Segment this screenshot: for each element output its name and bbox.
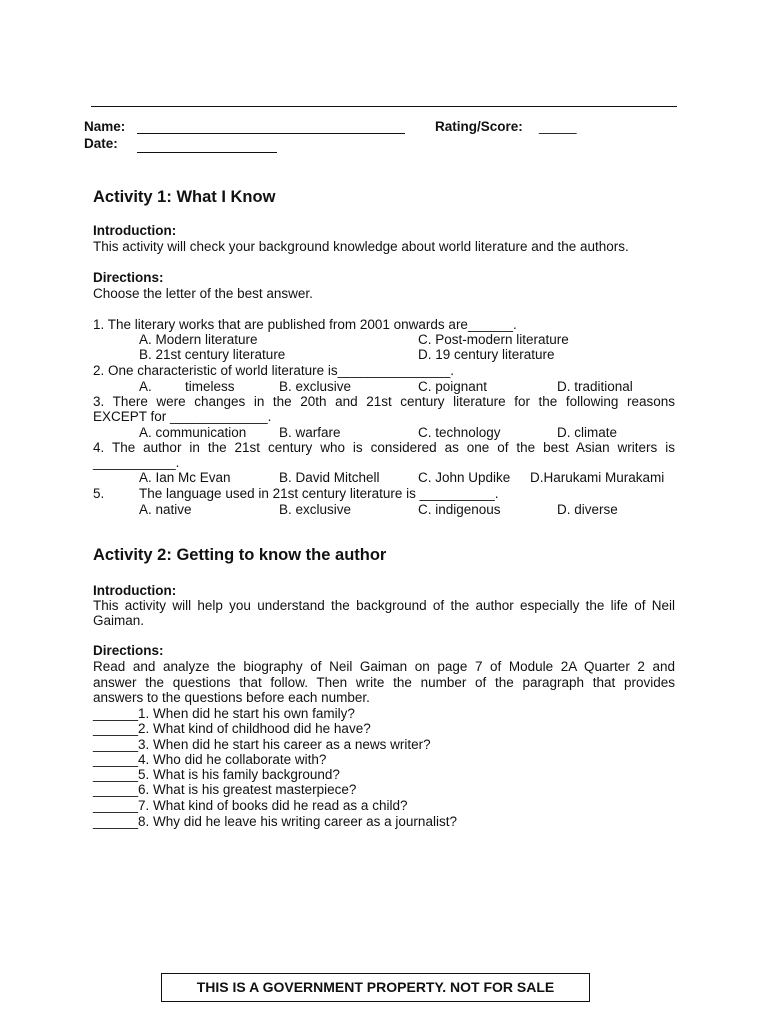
- q1-option-d: D. 19 century literature: [418, 347, 555, 362]
- activity2-question-3[interactable]: ______3. When did he start his career as a news writer?: [93, 737, 431, 752]
- activity2-intro-label: Introduction:: [93, 583, 177, 598]
- q3-option-d: D. climate: [557, 425, 618, 440]
- q2-option-d: D. traditional: [557, 379, 633, 394]
- date-field-line[interactable]: [137, 152, 277, 153]
- activity2-question-1[interactable]: ______1. When did he start his own family?: [93, 706, 355, 721]
- activity2-question-7[interactable]: ______7. What kind of books did he read as a child?: [93, 798, 408, 813]
- activity2-directions-line3: answers to the questions before each number.: [93, 690, 370, 705]
- footer-notice: [161, 973, 590, 1002]
- q2-text: 2. One characteristic of world literature is_______________.: [93, 363, 454, 378]
- q1-text: 1. The literary works that are published from 2001 onwards are______.: [93, 317, 517, 332]
- q3-text-line2: EXCEPT for _____________.: [93, 409, 272, 424]
- activity2-question-8[interactable]: ______8. Why did he leave his writing career as a journalist?: [93, 814, 457, 829]
- name-field-line[interactable]: [137, 133, 405, 134]
- q2-option-a-letter: A.: [139, 379, 152, 394]
- activity2-question-4[interactable]: ______4. Who did he collaborate with?: [93, 752, 327, 767]
- date-label: Date:: [84, 136, 118, 151]
- q4-option-b: B. David Mitchell: [279, 470, 380, 485]
- activity2-directions-line1: Read and analyze the biography of Neil Gaiman on page 7 of Module 2A Quarter 2 and: [93, 659, 675, 674]
- activity1-directions-text: Choose the letter of the best answer.: [93, 286, 313, 301]
- rating-label: Rating/Score:: [435, 119, 523, 134]
- activity1-intro-label: Introduction:: [93, 223, 177, 238]
- q5-option-b: B. exclusive: [279, 502, 352, 517]
- q2-option-c: C. poignant: [418, 379, 488, 394]
- activity1-directions-label: Directions:: [93, 270, 164, 285]
- q3-option-c: C. technology: [418, 425, 501, 440]
- q5-number: 5.: [93, 486, 105, 501]
- activity1-intro-text: This activity will check your background knowledge about world literature and the authors.: [93, 239, 629, 254]
- q2-option-b: B. exclusive: [279, 379, 352, 394]
- q5-option-a: A. native: [139, 502, 192, 517]
- q4-text-line2: ___________.: [93, 455, 180, 470]
- activity2-intro-line1: This activity will help you understand the background of the author especially the life of Neil: [93, 598, 675, 613]
- activity1-title: Activity 1: What I Know: [93, 188, 276, 206]
- q5-option-d: D. diverse: [557, 502, 618, 517]
- q3-option-a: A. communication: [139, 425, 247, 440]
- name-label: Name:: [84, 119, 126, 134]
- q2-option-a-word: timeless: [185, 379, 235, 394]
- activity2-title: Activity 2: Getting to know the author: [93, 546, 387, 564]
- activity2-question-5[interactable]: ______5. What is his family background?: [93, 767, 340, 782]
- q4-text-line1: 4. The author in the 21st century who is considered as one of the best Asian writers is: [93, 440, 675, 455]
- activity2-directions-label: Directions:: [93, 643, 164, 658]
- activity2-intro-line2: Gaiman.: [93, 613, 145, 628]
- q4-option-d: D.Harukami Murakami: [530, 470, 665, 485]
- q3-text-line1: 3. There were changes in the 20th and 21st century literature for the following reasons: [93, 394, 675, 409]
- activity2-question-6[interactable]: ______6. What is his greatest masterpiece?: [93, 782, 357, 797]
- q1-option-b: B. 21st century literature: [139, 347, 286, 362]
- activity2-question-2[interactable]: ______2. What kind of childhood did he have?: [93, 721, 371, 736]
- q3-option-b: B. warfare: [279, 425, 341, 440]
- rating-blank[interactable]: _____: [539, 119, 577, 134]
- q5-option-c: C. indigenous: [418, 502, 501, 517]
- q4-option-c: C. John Updike: [418, 470, 511, 485]
- q5-text: The language used in 21st century literature is __________.: [139, 486, 499, 501]
- footer-text: THIS IS A GOVERNMENT PROPERTY. NOT FOR SALE: [196, 979, 555, 995]
- header-rule: [91, 106, 677, 107]
- q1-option-a: A. Modern literature: [139, 332, 258, 347]
- q1-option-c: C. Post-modern literature: [418, 332, 569, 347]
- activity2-directions-line2: answer the questions that follow. Then write the number of the paragraph that provides: [93, 675, 675, 690]
- q4-option-a: A. Ian Mc Evan: [139, 470, 231, 485]
